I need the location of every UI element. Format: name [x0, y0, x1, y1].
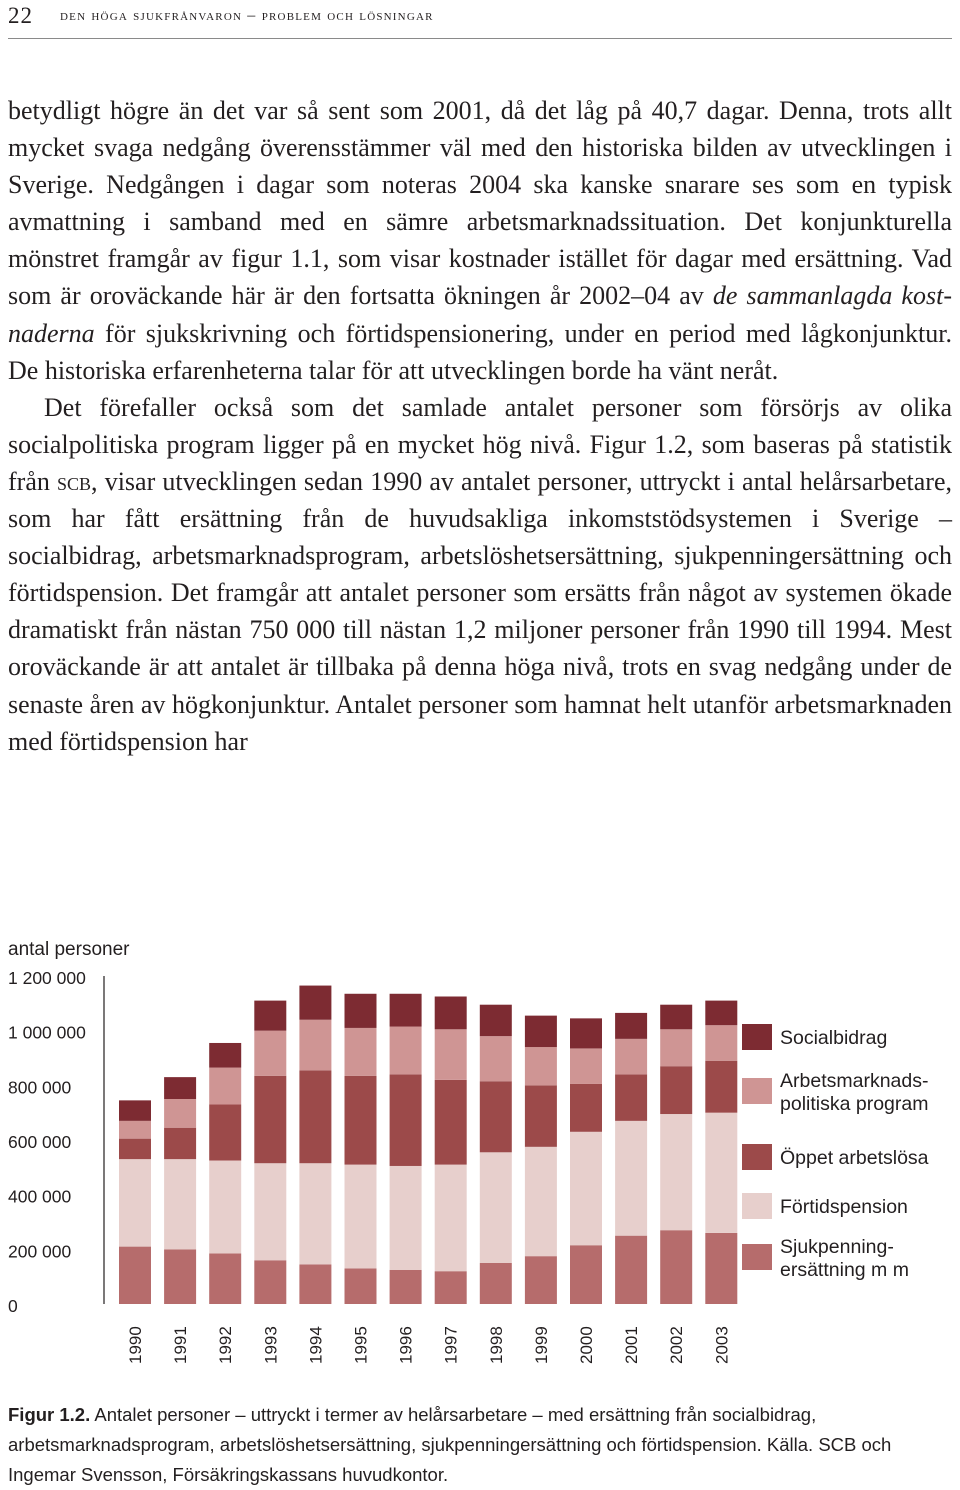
y-axis-title: antal personer — [8, 939, 130, 960]
bar-segment-öppet-arbetslösa-1992 — [209, 1104, 241, 1160]
bar-segment-socialbidrag-1990 — [119, 1100, 151, 1121]
x-tick-label: 1993 — [261, 1326, 281, 1364]
bar-segment-öppet-arbetslösa-1997 — [435, 1080, 467, 1165]
y-tick-label: 400 000 — [8, 1186, 72, 1207]
y-tick-label: 800 000 — [8, 1077, 72, 1098]
bar-segment-öppet-arbetslösa-1990 — [119, 1139, 151, 1160]
bar-segment-socialbidrag-2002 — [660, 1005, 692, 1030]
bar-segment-arbetsmarknadspolitiska-program-2001 — [615, 1039, 647, 1075]
bar-segment-arbetsmarknadspolitiska-program-2002 — [660, 1029, 692, 1066]
caption-text: Antalet personer – uttryckt i termer av helårsarbetare – med ersättning från socialbidrag, arbetsmarknadsprogram, arbetslöshetsersättning, sjukpenningersättning och förtidspension. Källa. SCB och Ingemar Svensson, Försäkringskassans huvudkontor. — [8, 1404, 892, 1485]
bar-segment-sjukpenningersättning-m-m-1993 — [254, 1260, 286, 1304]
running-title: den höga sjukfrånvaron – problem och lösningar — [60, 7, 434, 24]
bar-segment-sjukpenningersättning-m-m-1997 — [435, 1271, 467, 1304]
figure-caption — [8, 1400, 952, 1490]
bar-segment-förtidspension-2002 — [660, 1114, 692, 1230]
paragraph-1 — [8, 92, 952, 389]
figure-chart — [0, 928, 960, 1378]
bar-segment-arbetsmarknadspolitiska-program-1990 — [119, 1121, 151, 1139]
bar-segment-öppet-arbetslösa-1995 — [345, 1076, 377, 1165]
x-tick-label: 2001 — [622, 1326, 642, 1364]
bar-segment-förtidspension-2000 — [570, 1132, 602, 1245]
legend-label: Socialbidrag — [780, 1027, 888, 1049]
legend-swatch — [742, 1144, 772, 1170]
bar-segment-arbetsmarknadspolitiska-program-1993 — [254, 1031, 286, 1076]
bar-segment-förtidspension-1990 — [119, 1159, 151, 1246]
bar-segment-förtidspension-1991 — [164, 1159, 196, 1249]
bar-segment-förtidspension-1999 — [525, 1147, 557, 1256]
bar-segment-arbetsmarknadspolitiska-program-2003 — [705, 1025, 737, 1061]
legend-swatch — [742, 1024, 772, 1050]
paragraph-2-text-b: , visar utvecklingen sedan 1990 av antalet personer, uttryckt i antal helårsarbetare, som har fått ersättning från de huvudsakliga inkomststödsystemen i Sverige – socialbidrag, arbetsmarknadsprogram, arbetslöshetsersättning, sjukpenningersättning och förtidspension. Det framgår att antalet personer som ersätts från något av systemen ökade dramatiskt från nästan 750 000 till nästan 1,2 miljoner personer från 1990 till 1994. Mest oroväckande är att antalet är tillbaka på denna höga nivå, trots en svag nedgång under de senaste åren av högkonjunktur. Antalet personer som hamnat helt utanför arbetsmarknaden med förtidspension har — [8, 466, 952, 756]
bar-segment-öppet-arbetslösa-2003 — [705, 1061, 737, 1113]
bar-segment-sjukpenningersättning-m-m-1995 — [345, 1268, 377, 1304]
bar-segment-socialbidrag-1992 — [209, 1043, 241, 1068]
bar-segment-öppet-arbetslösa-1996 — [390, 1074, 422, 1166]
legend-label: Förtidspension — [780, 1196, 908, 1218]
bar-segment-öppet-arbetslösa-1999 — [525, 1085, 557, 1147]
legend-swatch — [742, 1193, 772, 1219]
x-tick-label: 1990 — [126, 1326, 145, 1364]
bar-segment-sjukpenningersättning-m-m-1998 — [480, 1263, 512, 1304]
bar-segment-arbetsmarknadspolitiska-program-1995 — [345, 1028, 377, 1076]
page-number: 22 — [8, 3, 33, 28]
paragraph-1-text-b: för sjukskrivning och förtidspensionering, under en period med lågkonjunktur. De historiska erfarenheterna talar för att utvecklingen borde ha vänt neråt. — [8, 318, 952, 385]
y-tick-label: 200 000 — [8, 1241, 72, 1262]
bar-segment-socialbidrag-1998 — [480, 1005, 512, 1036]
paragraph-1-text-a: betydligt högre än det var så sent som 2001, då det låg på 40,7 dagar. Denna, trots allt mycket svaga nedgång överensstämmer väl med den historiska bilden av utvecklingen i Sverige. Nedgången i dagar som noteras 2004 ska kanske snarare ses som en typisk avmattning i samband med en sämre arbetsmarknadssituation. Det konjunkturella mönstret framgår av figur 1.1, som visar kostnader istället för dagar med ersättning. Vad som är oroväckande här är den fortsatta ökningen år 2002–04 av — [8, 96, 952, 311]
bar-segment-arbetsmarknadspolitiska-program-1999 — [525, 1047, 557, 1085]
bar-segment-förtidspension-1992 — [209, 1161, 241, 1254]
body-text — [8, 92, 952, 760]
legend-label: Sjukpenning- — [780, 1236, 894, 1258]
bar-segment-öppet-arbetslösa-2002 — [660, 1066, 692, 1114]
legend-swatch — [742, 1078, 772, 1104]
bar-segment-förtidspension-1995 — [345, 1165, 377, 1269]
bar-segment-arbetsmarknadspolitiska-program-1996 — [390, 1027, 422, 1075]
x-tick-label: 2003 — [712, 1326, 732, 1364]
bar-segment-öppet-arbetslösa-1993 — [254, 1076, 286, 1163]
bar-segment-socialbidrag-2003 — [705, 1001, 737, 1026]
bar-segment-arbetsmarknadspolitiska-program-1991 — [164, 1099, 196, 1128]
x-tick-label: 1995 — [351, 1326, 371, 1364]
bar-segment-förtidspension-1997 — [435, 1165, 467, 1272]
x-tick-label: 1998 — [486, 1326, 506, 1364]
x-tick-label: 1997 — [441, 1326, 461, 1364]
legend-label: ersättning m m — [780, 1259, 909, 1281]
paragraph-2-smallcaps: scb — [57, 466, 92, 496]
paragraph-1-emphasis: de sammanlagda kostnaderna — [8, 281, 952, 348]
bar-segment-sjukpenningersättning-m-m-1999 — [525, 1256, 557, 1304]
bar-segment-sjukpenningersättning-m-m-2001 — [615, 1236, 647, 1304]
bar-segment-arbetsmarknadspolitiska-program-1997 — [435, 1029, 467, 1080]
y-tick-label: 600 000 — [8, 1132, 72, 1152]
bar-segment-socialbidrag-1995 — [345, 994, 377, 1028]
legend-label: Arbetsmarknads- — [780, 1070, 929, 1092]
bar-segment-sjukpenningersättning-m-m-1996 — [390, 1270, 422, 1304]
bar-segment-socialbidrag-1997 — [435, 997, 467, 1030]
bar-segment-öppet-arbetslösa-2001 — [615, 1074, 647, 1120]
y-tick-label: 1 000 000 — [8, 1022, 86, 1043]
x-tick-label: 2000 — [577, 1326, 596, 1364]
bar-segment-öppet-arbetslösa-1998 — [480, 1081, 512, 1152]
bar-segment-sjukpenningersättning-m-m-2000 — [570, 1245, 602, 1304]
bar-segment-socialbidrag-2000 — [570, 1018, 602, 1048]
bar-segment-öppet-arbetslösa-1994 — [299, 1070, 331, 1163]
legend-label: politiska program — [780, 1093, 929, 1115]
bar-segment-förtidspension-2003 — [705, 1113, 737, 1233]
x-tick-label: 1991 — [171, 1326, 191, 1364]
paragraph-2 — [8, 389, 952, 760]
x-tick-label: 1996 — [396, 1326, 416, 1364]
stacked-bar-chart — [0, 928, 960, 1378]
bar-segment-förtidspension-1993 — [254, 1163, 286, 1260]
bar-segment-förtidspension-1996 — [390, 1166, 422, 1270]
bar-segment-arbetsmarknadspolitiska-program-1994 — [299, 1020, 331, 1071]
legend-label: Öppet arbetslösa — [780, 1147, 929, 1169]
bar-segment-förtidspension-1994 — [299, 1163, 331, 1264]
bar-segment-öppet-arbetslösa-2000 — [570, 1084, 602, 1132]
bar-segment-sjukpenningersättning-m-m-1990 — [119, 1247, 151, 1304]
bar-segment-förtidspension-1998 — [480, 1152, 512, 1263]
bar-segment-arbetsmarknadspolitiska-program-1998 — [480, 1036, 512, 1081]
bar-segment-socialbidrag-1994 — [299, 986, 331, 1020]
paragraph-2-text-a: Det förefaller också som det samlade antalet personer som försörjs av olika socialpolitiska program ligger på en mycket hög nivå. Figur 1.2, som baseras på statistik från — [8, 392, 952, 496]
bar-segment-arbetsmarknadspolitiska-program-2000 — [570, 1048, 602, 1084]
bar-segment-socialbidrag-1991 — [164, 1077, 196, 1099]
bar-segment-sjukpenningersättning-m-m-1994 — [299, 1264, 331, 1304]
bar-segment-öppet-arbetslösa-1991 — [164, 1128, 196, 1159]
y-tick-label: 0 — [8, 1296, 18, 1316]
y-tick-label: 1 200 000 — [8, 968, 86, 988]
x-tick-label: 1999 — [531, 1326, 551, 1364]
bar-segment-sjukpenningersättning-m-m-2003 — [705, 1233, 737, 1304]
legend-swatch — [742, 1244, 772, 1270]
bar-segment-socialbidrag-1996 — [390, 994, 422, 1027]
bar-segment-socialbidrag-1999 — [525, 1016, 557, 1047]
bar-segment-socialbidrag-2001 — [615, 1013, 647, 1039]
bar-segment-socialbidrag-1993 — [254, 1001, 286, 1031]
bar-segment-sjukpenningersättning-m-m-1991 — [164, 1249, 196, 1304]
x-tick-label: 1994 — [306, 1326, 326, 1364]
bar-segment-sjukpenningersättning-m-m-2002 — [660, 1230, 692, 1304]
page-header — [8, 0, 952, 39]
bar-segment-förtidspension-2001 — [615, 1121, 647, 1236]
x-tick-label: 1992 — [216, 1326, 236, 1364]
x-tick-label: 2002 — [667, 1326, 687, 1364]
bar-segment-arbetsmarknadspolitiska-program-1992 — [209, 1068, 241, 1105]
bar-segment-sjukpenningersättning-m-m-1992 — [209, 1253, 241, 1304]
caption-label: Figur 1.2. — [8, 1404, 91, 1425]
